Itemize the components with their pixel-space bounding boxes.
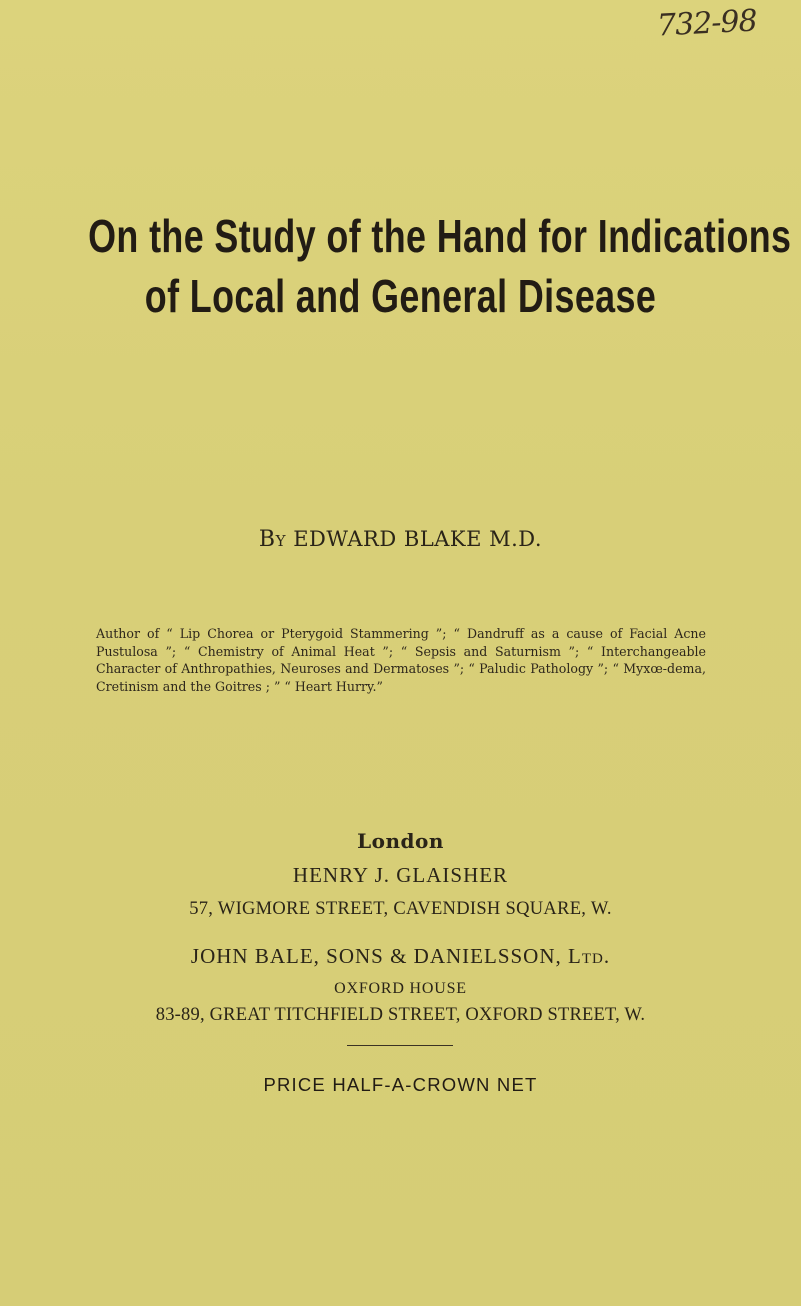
publisher-2-name: JOHN BALE, SONS & DANIELSSON, (190, 944, 562, 968)
imprint-city: London (357, 829, 444, 853)
author-previous-works: Author of “ Lip Chorea or Pterygoid Stammering ”; “ Dandruff as a cause of Facial Acne Pustulosa ”; “ Chemistry of Animal Heat ”; “ Sepsis and Saturnism ”; “ Interchangeable Character of Anthropathies, Neuroses and Dermatoses ”; “ Paludic Pathology ”; “ Myxœ-dema, Cretinism and the Goitres ; ” “ Heart Hurry.” (96, 626, 706, 694)
byline-prefix: By (258, 527, 286, 552)
publisher-1-address: 57, WIGMORE STREET, CAVENDISH SQUARE, W. (189, 899, 612, 919)
divider-rule (347, 1045, 453, 1046)
publisher-2-address: 83-89, GREAT TITCHFIELD STREET, OXFORD STREET, W. (155, 1005, 646, 1025)
publisher-2-house: OXFORD HOUSE (334, 980, 467, 997)
author-byline (0, 527, 801, 552)
book-title (0, 206, 801, 326)
author-name: EDWARD BLAKE M.D. (293, 527, 543, 551)
title-line-2: of Local and General Disease (144, 270, 657, 322)
publisher-1-name: HENRY J. GLAISHER (292, 863, 509, 887)
title-line-1: On the Study of the Hand for Indications (88, 210, 792, 262)
handwritten-shelfmark: 732-98 (656, 3, 758, 44)
price-line: PRICE HALF-A-CROWN NET (263, 1074, 538, 1095)
publisher-2-name-line (0, 944, 801, 969)
publisher-2-suffix: Ltd. (568, 944, 611, 968)
